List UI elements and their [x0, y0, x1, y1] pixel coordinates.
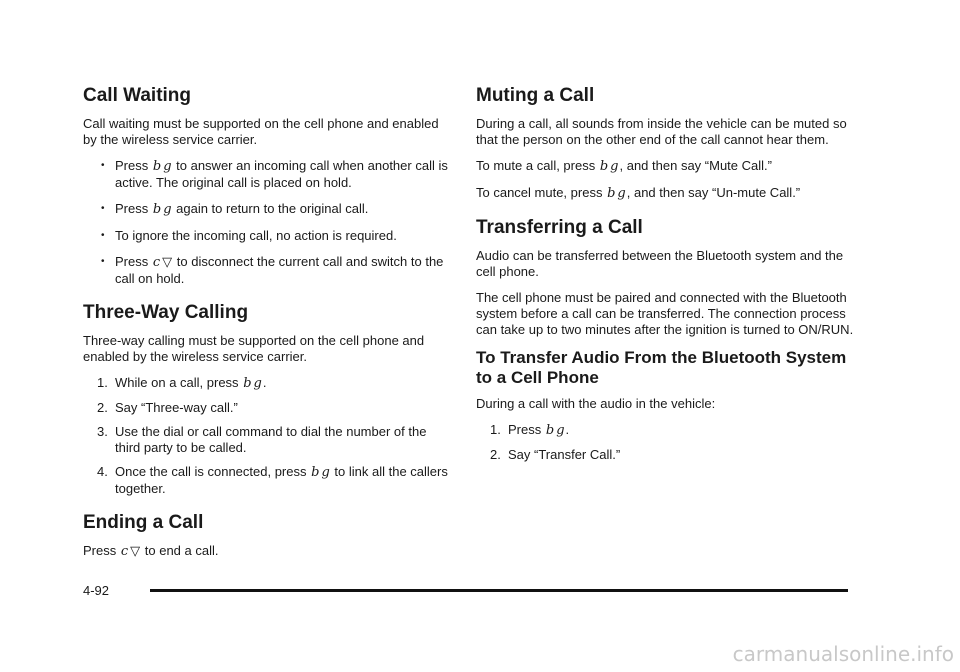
footer-divider [150, 589, 848, 592]
talk-icon: b [311, 465, 320, 480]
heading-transfer-audio: To Transfer Audio From the Bluetooth System to a Cell Phone [476, 348, 847, 387]
transfer-steps [476, 422, 856, 463]
call-icon: g [610, 159, 619, 174]
muting-p3: To cancel mute, press b g, and then say “Un-mute Call.” [476, 185, 801, 201]
transferring-p2: The cell phone must be paired and connected with the Bluetooth system before a call can be transferred. The connection process can take up to two minutes after the ignition is turned to ON/RUN. [476, 290, 854, 337]
call-waiting-list [83, 158, 453, 287]
end-arrow-icon: ▽ [130, 544, 141, 559]
talk-icon: b [243, 376, 252, 391]
list-item: • Press b g to answer an incoming call when another call is active. The original call is placed on hold. [101, 158, 448, 190]
three-way-steps [83, 375, 453, 497]
transfer-audio-intro: During a call with the audio in the vehicle: [476, 396, 716, 411]
talk-icon: b [607, 186, 616, 201]
three-way-intro: Three-way calling must be supported on the cell phone and enabled by the wireless service carrier. [83, 333, 425, 364]
left-column [83, 84, 453, 570]
transferring-p1: Audio can be transferred between the Bluetooth system and the cell phone. [476, 248, 844, 279]
list-item: 1. Press b g. [490, 422, 570, 438]
list-item: • Press c ▽ to disconnect the current call and switch to the call on hold. [101, 254, 444, 286]
list-item: 4. Once the call is connected, press b g to link all the callers together. [97, 464, 448, 496]
page-number: 4-92 [83, 583, 110, 598]
call-icon: g [321, 465, 330, 480]
list-item: 3. Use the dial or call command to dial the number of the third party to be called. [97, 424, 427, 455]
heading-ending: Ending a Call [83, 512, 204, 533]
list-item: 1. While on a call, press b g. [97, 375, 267, 391]
end-call-icon: c [120, 544, 129, 559]
end-arrow-icon: ▽ [162, 255, 173, 270]
call-waiting-intro: Call waiting must be supported on the cell phone and enabled by the wireless service carrier. [83, 116, 439, 147]
call-icon: g [617, 186, 626, 201]
heading-three-way: Three-Way Calling [83, 302, 249, 323]
end-call-icon: c [152, 255, 161, 270]
list-item: • Press b g again to return to the original call. [101, 201, 369, 217]
talk-icon: b [599, 159, 609, 174]
heading-muting: Muting a Call [476, 85, 595, 106]
ending-text: Press c ▽ to end a call. [83, 543, 219, 559]
right-column [476, 84, 856, 473]
watermark: carmanualsonline.info [732, 642, 954, 666]
talk-icon: b [152, 202, 162, 217]
list-item: 2. Say “Three-way call.” [97, 400, 238, 415]
call-icon: g [253, 376, 262, 391]
muting-p2: To mute a call, press b g, and then say “Mute Call.” [476, 158, 772, 174]
muting-p1: During a call, all sounds from inside the vehicle can be muted so that the person on the other end of the call cannot hear them. [476, 116, 847, 147]
talk-icon: b [545, 423, 555, 438]
heading-transferring: Transferring a Call [476, 217, 643, 238]
call-icon: g [163, 159, 172, 174]
list-item: 2. Say “Transfer Call.” [490, 447, 621, 462]
heading-call-waiting: Call Waiting [83, 85, 192, 106]
talk-icon: b [152, 159, 162, 174]
list-item: • To ignore the incoming call, no action is required. [101, 228, 397, 243]
call-icon: g [556, 423, 565, 438]
call-icon: g [163, 202, 172, 217]
